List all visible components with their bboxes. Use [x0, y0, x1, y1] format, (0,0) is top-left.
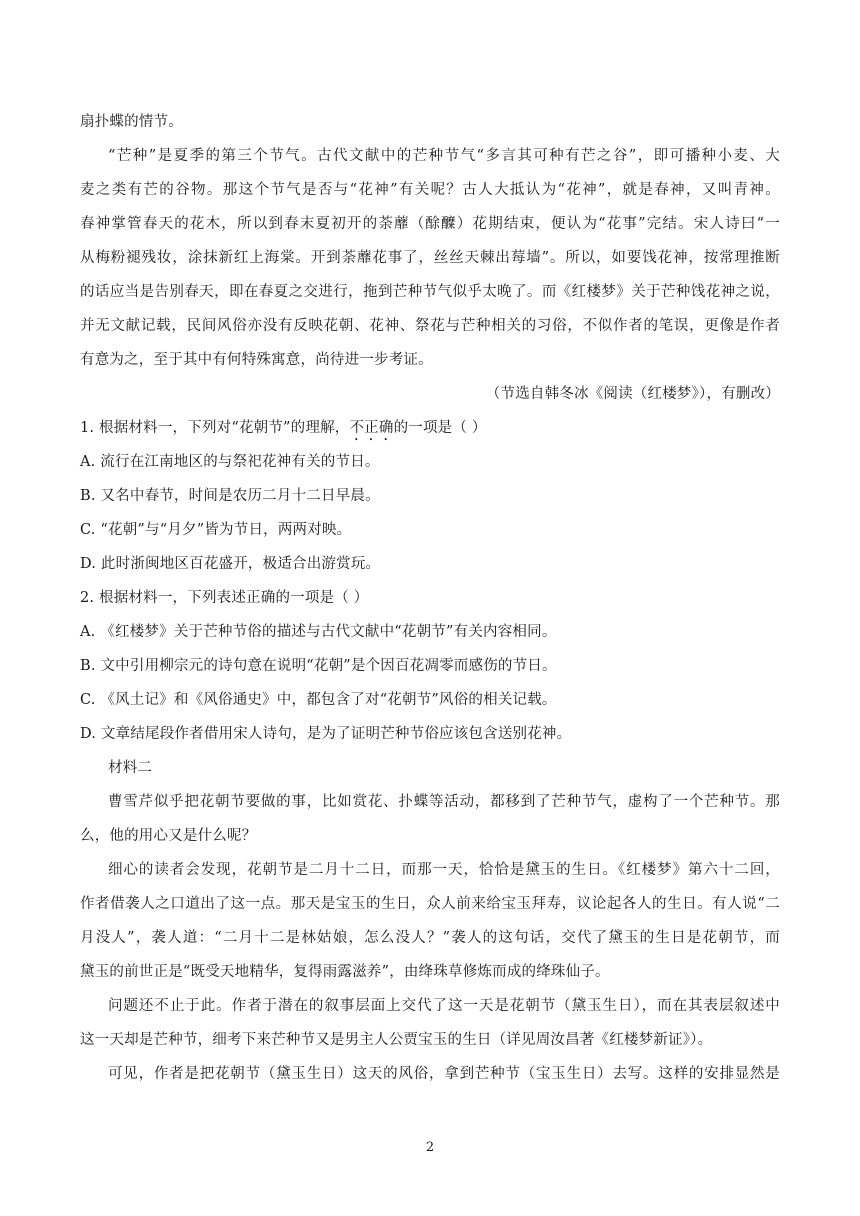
option-d: D. 此时浙闽地区百花盛开，极适合出游赏玩。	[80, 556, 381, 572]
paragraph-line: 并无文献记载，民间风俗亦没有反映花朝、花神、祭花与芒种相关的习俗，不似作者的笔误，更像是作者	[80, 318, 780, 334]
paragraph-line: 这一天却是芒种节，细考下来芒种节又是男主人公贾宝玉的生日（详见周汝昌著《红楼梦新证》）。	[80, 1032, 713, 1048]
emphasized-word: 不正确	[349, 420, 394, 436]
paragraph-line: 可见，作者是把花朝节（黛玉生日）这天的风俗，拿到芒种节（宝玉生日）去写。这样的安排显然是	[108, 1066, 780, 1082]
question-2: 2. 根据材料一，下列表述正确的一项是（ ）	[80, 590, 369, 606]
option-c: C. “花朝”与“月夕”皆为节日，两两对映。	[80, 522, 352, 538]
paragraph-line: 扇扑蝶的情节。	[80, 114, 183, 130]
source-citation: （节选自韩冬冰《阅读（红楼梦》），有删改）	[485, 386, 780, 402]
paragraph-line: 麦之类有芒的谷物。那这个节气是否与“花神”有关呢？古人大抵认为“花神”，就是春神，又叫青神。	[80, 182, 780, 198]
paragraph-line: 作者借袭人之口道出了这一点。那天是宝玉的生日，众人前来给宝玉拜寿，议论起各人的生日。有人说“二	[80, 896, 780, 912]
option-c: C. 《风土记》和《风俗通史》中，都包含了对“花朝节”风俗的相关记载。	[80, 692, 557, 708]
question-1	[80, 418, 780, 444]
paragraph-line: 从梅粉褪残妆，涂抹新红上海棠。开到荼蘼花事了，丝丝天棘出莓墙”。所以，如要饯花神，按常理推断	[80, 250, 780, 266]
option-a: A. 流行在江南地区的与祭祀花神有关的节日。	[80, 454, 380, 470]
question-1-prefix: 1. 根据材料一，下列对“花朝节”的理解，	[80, 420, 350, 436]
paragraph-line: “芒种”是夏季的第三个节气。古代文献中的芒种节气“多言其可种有芒之谷”，即可播种小麦、大	[108, 148, 780, 164]
paragraph-line: 月没人”，袭人道：“二月十二是林姑娘，怎么没人？”袭人的这句话，交代了黛玉的生日是花朝节，而	[80, 930, 780, 946]
option-b: B. 又名中春节，时间是农历二月十二日早晨。	[80, 488, 380, 504]
paragraph-line: 的话应当是告别春天，即在春夏之交进行，拖到芒种节气似乎太晚了。而《红楼梦》关于芒种饯花神之说，	[80, 284, 780, 300]
paragraph-line: 细心的读者会发现，花朝节是二月十二日，而那一天，恰恰是黛玉的生日。《红楼梦》第六十二回，	[108, 862, 780, 878]
paragraph-line: 曹雪芹似乎把花朝节要做的事，比如赏花、扑蝶等活动，都移到了芒种节气，虚构了一个芒种节。那	[108, 794, 780, 810]
question-1-suffix: 的一项是（ ）	[393, 420, 487, 436]
paragraph-line: 有意为之，至于其中有何特殊寓意，尚待进一步考证。	[80, 352, 433, 368]
section-heading: 材料二	[108, 760, 153, 776]
paragraph-line: 黛玉的前世正是“既受天地精华，复得雨露滋养”，由绛珠草修炼而成的绛珠仙子。	[80, 964, 610, 980]
page-number: 2	[425, 1140, 435, 1155]
paragraph-line: 春神掌管春天的花木，所以到春末夏初开的荼蘼（酴醾）花期结束，便认为“花事”完结。宋人诗曰“一	[80, 216, 780, 232]
option-d: D. 文章结尾段作者借用宋人诗句，是为了证明芒种节俗应该包含送别花神。	[80, 726, 572, 742]
paragraph-line: 问题还不止于此。作者于潜在的叙事层面上交代了这一天是花朝节（黛玉生日），而在其表层叙述中	[108, 998, 780, 1014]
paragraph-line: 么，他的用心又是什么呢？	[80, 828, 257, 844]
option-a: A. 《红楼梦》关于芒种节俗的描述与古代文献中“花朝节”有关内容相同。	[80, 624, 557, 640]
option-b: B. 文中引用柳宗元的诗句意在说明“花朝”是个因百花凋零而感伤的节日。	[80, 658, 557, 674]
